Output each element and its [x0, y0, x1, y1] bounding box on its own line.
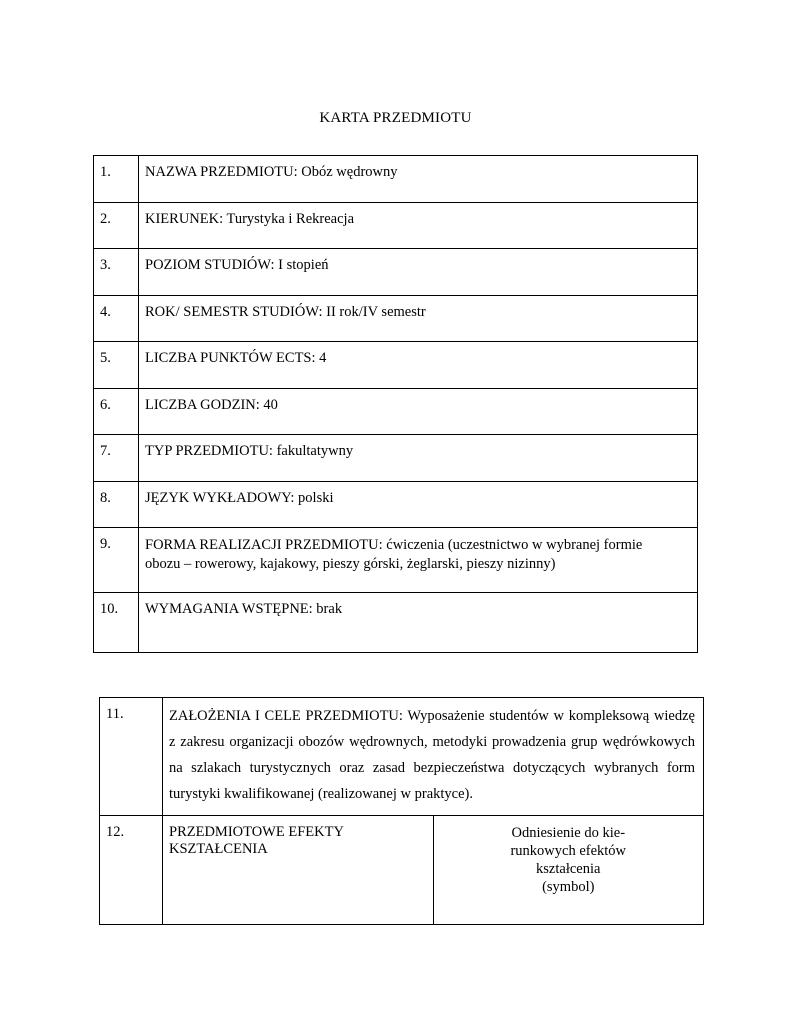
row-number: 5. — [94, 342, 139, 389]
row-text: JĘZYK WYKŁADOWY: polski — [139, 482, 698, 528]
table-row — [94, 593, 698, 653]
row-number: 8. — [94, 482, 139, 528]
course-info-table — [93, 155, 698, 653]
table-row — [100, 816, 704, 925]
row-text: ROK/ SEMESTR STUDIÓW: II rok/IV semestr — [139, 296, 698, 342]
reference-line: (symbol) — [542, 879, 595, 895]
row-text: LICZBA GODZIN: 40 — [139, 389, 698, 435]
table-row — [94, 156, 698, 203]
row-number: 9. — [94, 528, 139, 593]
row-number: 4. — [94, 296, 139, 342]
row-number: 10. — [94, 593, 139, 653]
row-text: PRZEDMIOTOWE EFEKTY KSZTAŁCENIA — [163, 816, 434, 925]
row-number: 12. — [100, 816, 163, 925]
row-number: 11. — [100, 698, 163, 816]
reference-column-header — [433, 816, 704, 925]
table-row — [94, 296, 698, 342]
row-text: TYP PRZEDMIOTU: fakultatywny — [139, 435, 698, 482]
table-row — [94, 435, 698, 482]
row-text: LICZBA PUNKTÓW ECTS: 4 — [139, 342, 698, 389]
table-row — [94, 249, 698, 296]
row-number: 3. — [94, 249, 139, 296]
table-row — [94, 203, 698, 249]
table-row — [94, 342, 698, 389]
table-row — [94, 389, 698, 435]
reference-line: runkowych efektów — [510, 843, 627, 859]
row-text: POZIOM STUDIÓW: I stopień — [139, 249, 698, 296]
row-text: ZAŁOŻENIA I CELE PRZEDMIOTU: Wyposażenie studentów w kompleksową wiedzę z zakresu organizacji obozów wędrownych, metodyki prowadzenia grup wędrówkowych na szlakach turystycznych oraz zasad bezpieczeństwa dotyczących wybranych form turystyki kwalifikowanej (realizowanej w praktyce). — [163, 698, 704, 816]
row-number: 2. — [94, 203, 139, 249]
row-text: KIERUNEK: Turystyka i Rekreacja — [139, 203, 698, 249]
page-title: KARTA PRZEDMIOTU — [319, 110, 472, 126]
row-number: 1. — [94, 156, 139, 203]
reference-line: kształcenia — [536, 861, 601, 877]
row-text: NAZWA PRZEDMIOTU: Obóz wędrowny — [139, 156, 698, 203]
row-text-line: FORMA REALIZACJI PRZEDMIOTU: ćwiczenia (uczestnictwo w wybranej formie — [145, 537, 643, 553]
row-text — [139, 528, 698, 593]
row-number: 7. — [94, 435, 139, 482]
course-goals-table — [99, 697, 704, 925]
table-row — [94, 482, 698, 528]
row-text-line: obozu – rowerowy, kajakowy, pieszy górski, żeglarski, pieszy nizinny) — [145, 556, 556, 572]
row-number: 6. — [94, 389, 139, 435]
table-row — [94, 528, 698, 593]
table-row — [100, 698, 704, 816]
reference-line: Odniesienie do kie- — [511, 825, 626, 841]
row-text: WYMAGANIA WSTĘPNE: brak — [139, 593, 698, 653]
